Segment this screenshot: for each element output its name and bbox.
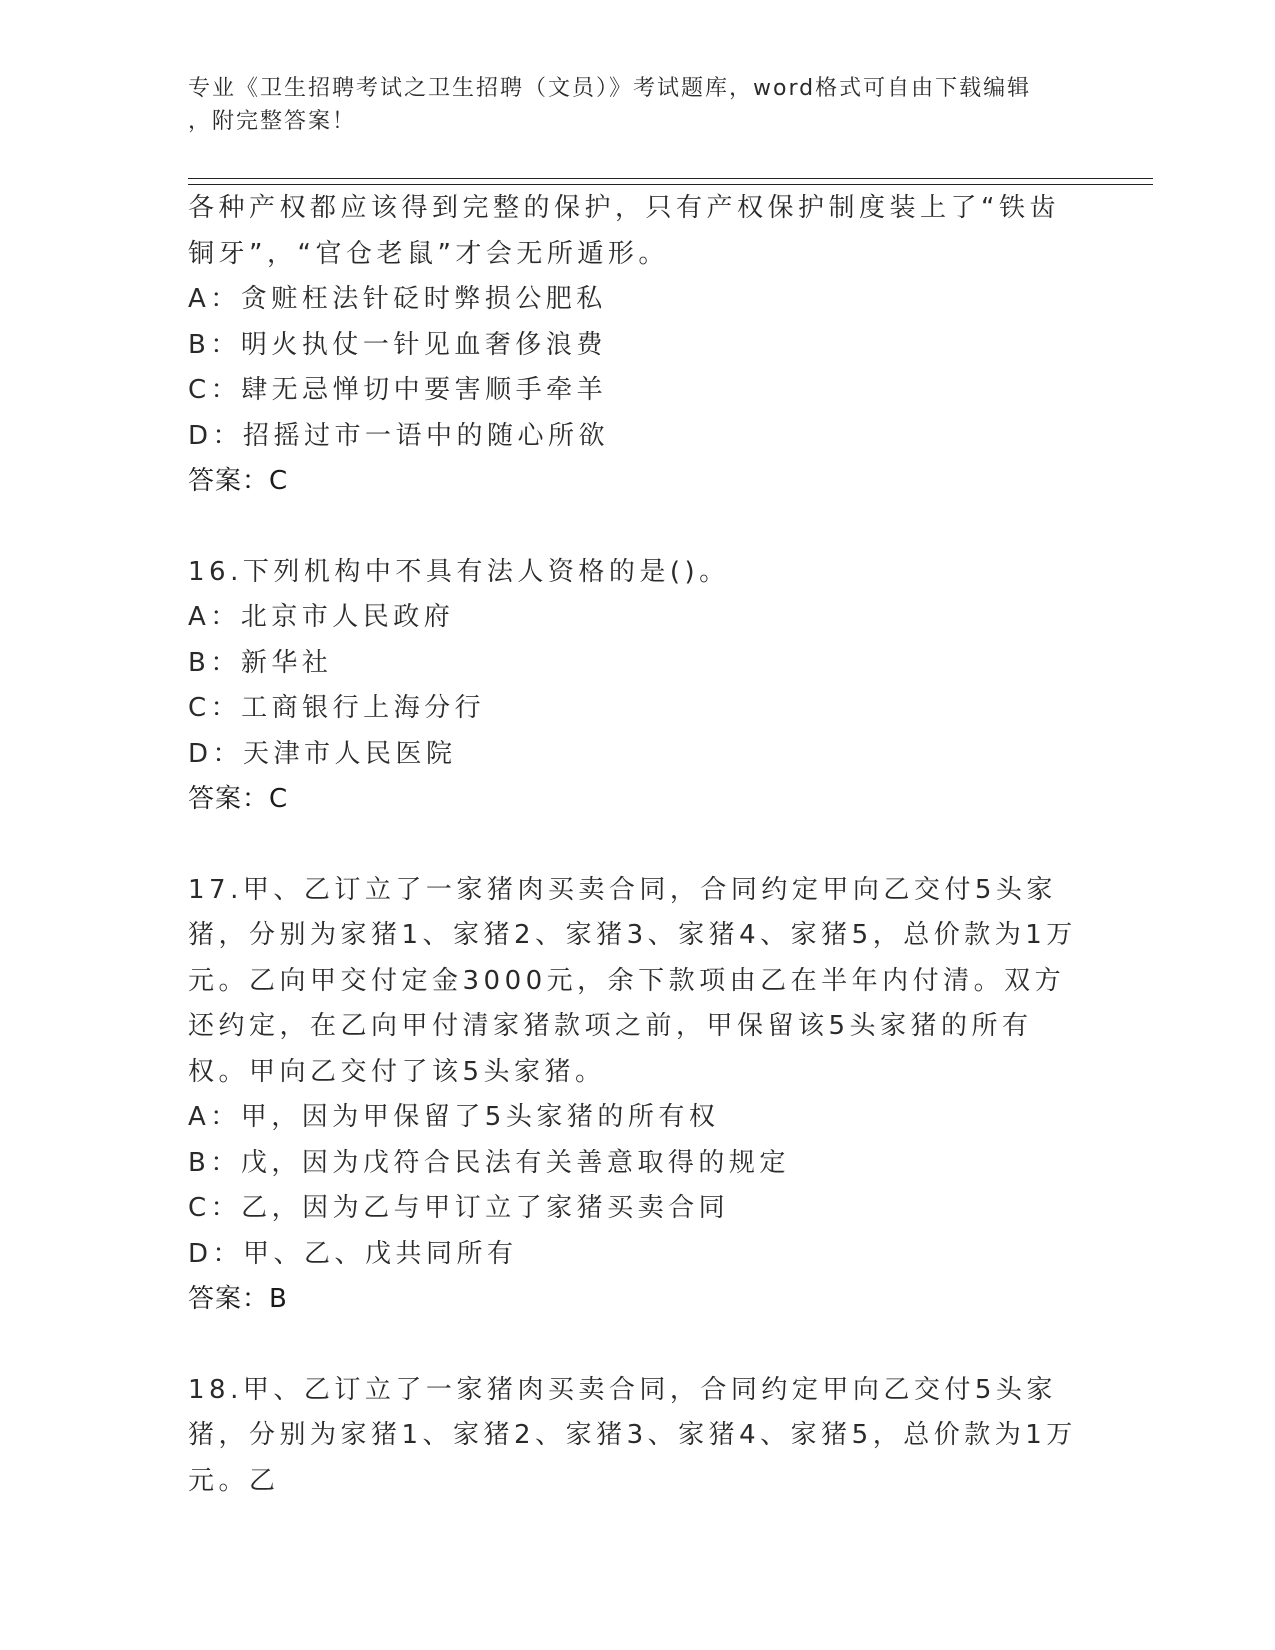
answer-line: 答案：B — [188, 1284, 288, 1314]
option-d: D：招摇过市一语中的随心所欲 — [188, 420, 610, 451]
document-header — [188, 72, 1088, 138]
question-15 — [188, 186, 1088, 505]
question-17 — [188, 868, 1088, 1323]
option-b: B：新华社 — [188, 647, 333, 678]
option-a: A：北京市人民政府 — [188, 602, 455, 632]
question-stem: 18.甲、乙订立了一家猪肉买卖合同，合同约定甲向乙交付5头家猪，分别为家猪1、家猪2、家猪3、家猪4、家猪5，总价款为1万元。乙 — [188, 1374, 1077, 1496]
answer-line: 答案：C — [188, 784, 289, 814]
option-d: D：甲、乙、戊共同所有 — [188, 1238, 518, 1269]
question-stem: 各种产权都应该得到完整的保护，只有产权保护制度装上了“铁齿铜牙”，“官仓老鼠”才会无所遁形。 — [188, 193, 1060, 269]
header-line-1: 专业《卫生招聘考试之卫生招聘（文员）》考试题库，word格式可自由下载编辑 — [188, 76, 1032, 101]
header-line-2: ，附完整答案！ — [188, 109, 357, 134]
question-spacer — [188, 505, 1088, 550]
question-spacer — [188, 1323, 1088, 1368]
question-16 — [188, 550, 1088, 823]
option-c: C：工商银行上海分行 — [188, 693, 486, 723]
question-18 — [188, 1368, 1088, 1505]
answer-line: 答案：C — [188, 466, 289, 496]
header-divider-top — [188, 178, 1153, 179]
option-d: D：天津市人民医院 — [188, 738, 457, 769]
option-c: C：肆无忌惮切中要害顺手牵羊 — [188, 375, 608, 405]
option-a: A：甲，因为甲保留了5头家猪的所有权 — [188, 1102, 720, 1132]
question-list — [188, 186, 1088, 1504]
question-stem: 17.甲、乙订立了一家猪肉买卖合同，合同约定甲向乙交付5头家猪，分别为家猪1、家猪2、家猪3、家猪4、家猪5，总价款为1万元。乙向甲交付定金3000元，余下款项由乙在半年内付清。双方还约定，在乙向甲付清家猪款项之前，甲保留该5头家猪的所有权。甲向乙交付了该5头家猪。 — [188, 874, 1077, 1087]
option-b: B：明火执仗一针见血奢侈浪费 — [188, 329, 607, 360]
question-spacer — [188, 823, 1088, 868]
header-divider-bottom — [188, 184, 1153, 185]
option-c: C：乙，因为乙与甲订立了家猪买卖合同 — [188, 1193, 730, 1223]
question-stem: 16.下列机构中不具有法人资格的是()。 — [188, 556, 730, 587]
option-a: A：贪赃枉法针砭时弊损公肥私 — [188, 284, 607, 314]
option-b: B：戊，因为戊符合民法有关善意取得的规定 — [188, 1147, 790, 1178]
